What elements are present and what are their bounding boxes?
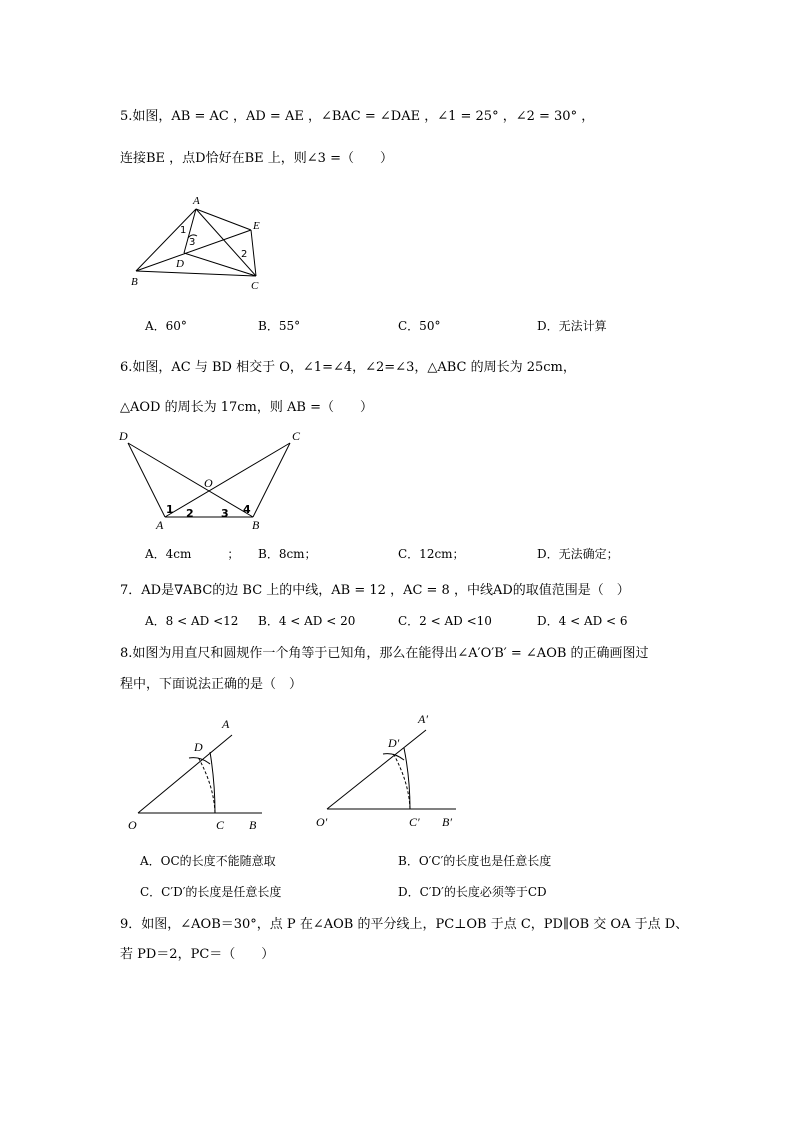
q8-left-label-B: B — [249, 818, 257, 832]
q5-label-A: A — [193, 195, 200, 207]
q6-label-O: O — [204, 476, 213, 490]
q5-option-d[interactable]: D．无法计算 — [537, 319, 607, 333]
q8-left-label-A: A — [222, 717, 230, 731]
q6-label-C: C — [292, 429, 301, 443]
q5-label-D: D — [176, 258, 184, 270]
q5-label-E: E — [253, 220, 260, 232]
q6-angle-1: 1 — [166, 503, 174, 516]
q8-right-label-D: D′ — [388, 736, 400, 750]
q8-line1: 8.如图为用直尺和圆规作一个角等于已知角，那么在能得出∠A′O′B′ = ∠AOB 的正确画图过 — [120, 646, 649, 661]
q8-line2: 程中，下面说法正确的是（ ） — [120, 677, 303, 692]
q8-left-label-C: C — [216, 818, 225, 832]
q6-line2: △AOD 的周长为 17cm，则 AB =（ ） — [120, 400, 373, 415]
q8-right-label-B: B′ — [442, 815, 452, 829]
q6-label-B: B — [252, 518, 260, 532]
q7-option-b[interactable]: B．4 < AD < 20 — [258, 614, 356, 628]
q5-angle-1: 1 — [180, 225, 187, 236]
q8-right-label-O: O′ — [316, 815, 328, 829]
q5-line1: 5.如图，AB = AC ，AD = AE ，∠BAC = ∠DAE ，∠1 = 25° ，∠2 = 30° ， — [120, 109, 595, 124]
q5-angle-2: 2 — [241, 249, 248, 260]
q5-option-b[interactable]: B．55° — [258, 319, 301, 333]
q6-option-a[interactable]: A．4cm ； — [145, 547, 240, 561]
q8-left-label-D: D — [194, 740, 203, 754]
q6-label-D: D — [119, 429, 128, 443]
q6-option-b[interactable]: B．8cm； — [258, 547, 317, 561]
q5-line2: 连接BE ，点D恰好在BE 上，则∠3 =（ ） — [120, 151, 393, 166]
q5-label-B: B — [131, 276, 138, 288]
q6-line1: 6.如图，AC 与 BD 相交于 O，∠1=∠4，∠2=∠3，△ABC 的周长为 25cm， — [120, 360, 576, 375]
q7-option-d[interactable]: D．4 < AD < 6 — [537, 614, 628, 628]
q9-line1: 9．如图，∠AOB＝30°，点 P 在∠AOB 的平分线上，PC⊥OB 于点 C，PD∥OB 交 OA 于点 D、 — [120, 917, 689, 932]
q6-option-c[interactable]: C．12cm； — [398, 547, 465, 561]
q8-option-b[interactable]: B．O′C′的长度也是任意长度 — [398, 854, 552, 868]
q8-option-c[interactable]: C．C′D′的长度是任意长度 — [140, 885, 282, 899]
q8-option-a[interactable]: A．OC的长度不能随意取 — [140, 854, 276, 868]
q6-angle-3: 3 — [221, 507, 229, 520]
q8-right-label-C: C′ — [409, 815, 420, 829]
q5-angle-3: 3 — [189, 237, 196, 248]
q6-option-d[interactable]: D．无法确定； — [537, 547, 619, 561]
q7-line1: 7．AD是∇ABC的边 BC 上的中线，AB = 12 ，AC = 8 ，中线AD的取值范围是（ ） — [120, 583, 630, 598]
q8-right-label-A: A′ — [418, 712, 428, 726]
q5-option-a[interactable]: A．60° — [145, 319, 187, 333]
q6-angle-4: 4 — [243, 503, 251, 516]
q6-angle-2: 2 — [186, 507, 194, 520]
q5-label-C: C — [251, 280, 259, 292]
q8-option-d[interactable]: D．C′D′的长度必须等于CD — [398, 885, 547, 899]
q9-line2: 若 PD＝2，PC＝（ ） — [120, 947, 275, 962]
q8-left-label-O: O — [128, 818, 137, 832]
q5-option-c[interactable]: C．50° — [398, 319, 441, 333]
q7-option-c[interactable]: C．2 < AD <10 — [398, 614, 492, 628]
q6-label-A: A — [156, 518, 164, 532]
q7-option-a[interactable]: A．8 < AD <12 — [145, 614, 239, 628]
